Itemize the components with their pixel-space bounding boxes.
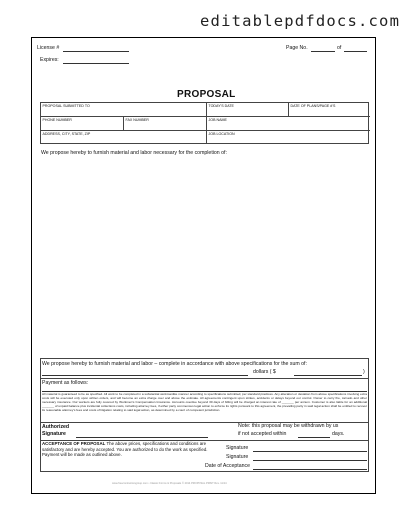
acceptance-heading: ACCEPTANCE OF PROPOSAL xyxy=(42,441,106,446)
date-of-plans-cell[interactable] xyxy=(289,103,370,117)
intro-text: We propose hereby to furnish material and labor necessary for the completion of: xyxy=(41,150,227,156)
of-label: of xyxy=(337,45,342,51)
withdraw-note-days: if not accepted within xyxy=(238,431,287,437)
days-field[interactable] xyxy=(298,437,330,438)
accept-signature-label-2: Signature xyxy=(226,454,249,460)
fax-number-label: FAX NUMBER xyxy=(125,118,149,122)
acceptance-block xyxy=(42,441,220,458)
job-name-cell[interactable] xyxy=(207,117,370,131)
authorized-signature-field[interactable] xyxy=(76,437,208,438)
expires-label: Expires: xyxy=(40,57,59,63)
address-label: ADDRESS, CITY, STATE, ZIP xyxy=(42,132,91,136)
page-total-field[interactable] xyxy=(344,51,367,52)
expires-field[interactable] xyxy=(63,63,129,64)
date-of-acceptance-label: Date of Acceptance xyxy=(205,463,250,469)
license-label: License # xyxy=(37,45,60,51)
date-of-plans-label: DATE OF PLANS/PAGE #'S xyxy=(290,104,336,108)
page-no-label: Page No. xyxy=(286,45,308,51)
fax-number-cell[interactable] xyxy=(124,117,207,131)
days-label: days. xyxy=(332,431,345,437)
sum-text: We propose hereby to furnish material and labor – complete in accordance with above specifications for the sum of: xyxy=(42,361,307,367)
job-location-label: JOB LOCATION xyxy=(208,132,235,136)
footer-text: www.freecontractorsgroup.com • Classic Forms & Proposals © 2014 PROPOSAL PRINT Rev. 11/14 xyxy=(112,482,227,485)
phone-number-label: PHONE NUMBER xyxy=(42,118,72,122)
withdraw-note: Note: this proposal may be withdrawn by us xyxy=(238,423,339,429)
info-grid xyxy=(40,102,369,144)
dollars-amount-field[interactable] xyxy=(294,375,362,376)
authorized-signature-label: Signature xyxy=(42,431,66,437)
page-no-field[interactable] xyxy=(311,51,335,52)
acceptance-text: The above prices, specifications and conditions are satisfactory and are hereby accepted. You are authorized to do the work as specified. Payment will be made as outlined above. xyxy=(42,441,208,458)
page-title: PROPOSAL xyxy=(177,89,236,100)
submitted-to-cell[interactable] xyxy=(41,103,207,117)
accept-signature-label-1: Signature xyxy=(226,445,249,451)
divider xyxy=(40,378,369,379)
sum-words-field[interactable] xyxy=(42,375,248,376)
address-cell[interactable] xyxy=(41,131,207,144)
phone-number-cell[interactable] xyxy=(41,117,124,131)
authorized-label: Authorized xyxy=(42,424,70,430)
payment-label: Payment as follows: xyxy=(42,380,89,386)
site-watermark: editablepdfdocs.com xyxy=(200,12,401,30)
terms-text: All material is guaranteed to be as specified. All work to be completed in a substantial workmanlike manner according to specifications submitted, per standard practices. Any alteration or deviation from above specifications involving extra costs will be executed only upon written orders, and will become an extra charge over and above the estimate. All agreements contingent upon strikes, accidents or delays beyond our control. Owner to carry fire, tornado and other necessary insurance. Our workers are fully covered by Workmen's Compensation Insurance. Accounts overdue beyond 30 days of billing will be charged an interest rate of _______ per annum. Customer is also liable for an additional _______ of unpaid balance plus incidental collections costs, including attorney fees, if either party commences legal action to enforce its rights pursuant to this agreement, the prevailing party in said legal action shall be entitled to recover its reasonable attorney's fees and costs of litigation relating to said legal action, as determined by a court of competent jurisdiction. xyxy=(42,392,367,412)
date-of-acceptance-field[interactable] xyxy=(253,469,367,470)
todays-date-label: TODAY'S DATE xyxy=(208,104,234,108)
todays-date-cell[interactable] xyxy=(207,103,289,117)
job-name-label: JOB NAME xyxy=(208,118,227,122)
license-field[interactable] xyxy=(63,51,129,52)
submitted-to-label: PROPOSAL SUBMITTED TO xyxy=(42,104,90,108)
description-area[interactable] xyxy=(40,158,369,356)
accept-signature-field-2[interactable] xyxy=(253,460,367,461)
job-location-cell[interactable] xyxy=(207,131,370,144)
accept-signature-field-1[interactable] xyxy=(253,451,367,452)
dollars-close: ) xyxy=(363,369,365,375)
dollars-label: dollars ( $ xyxy=(253,369,276,375)
